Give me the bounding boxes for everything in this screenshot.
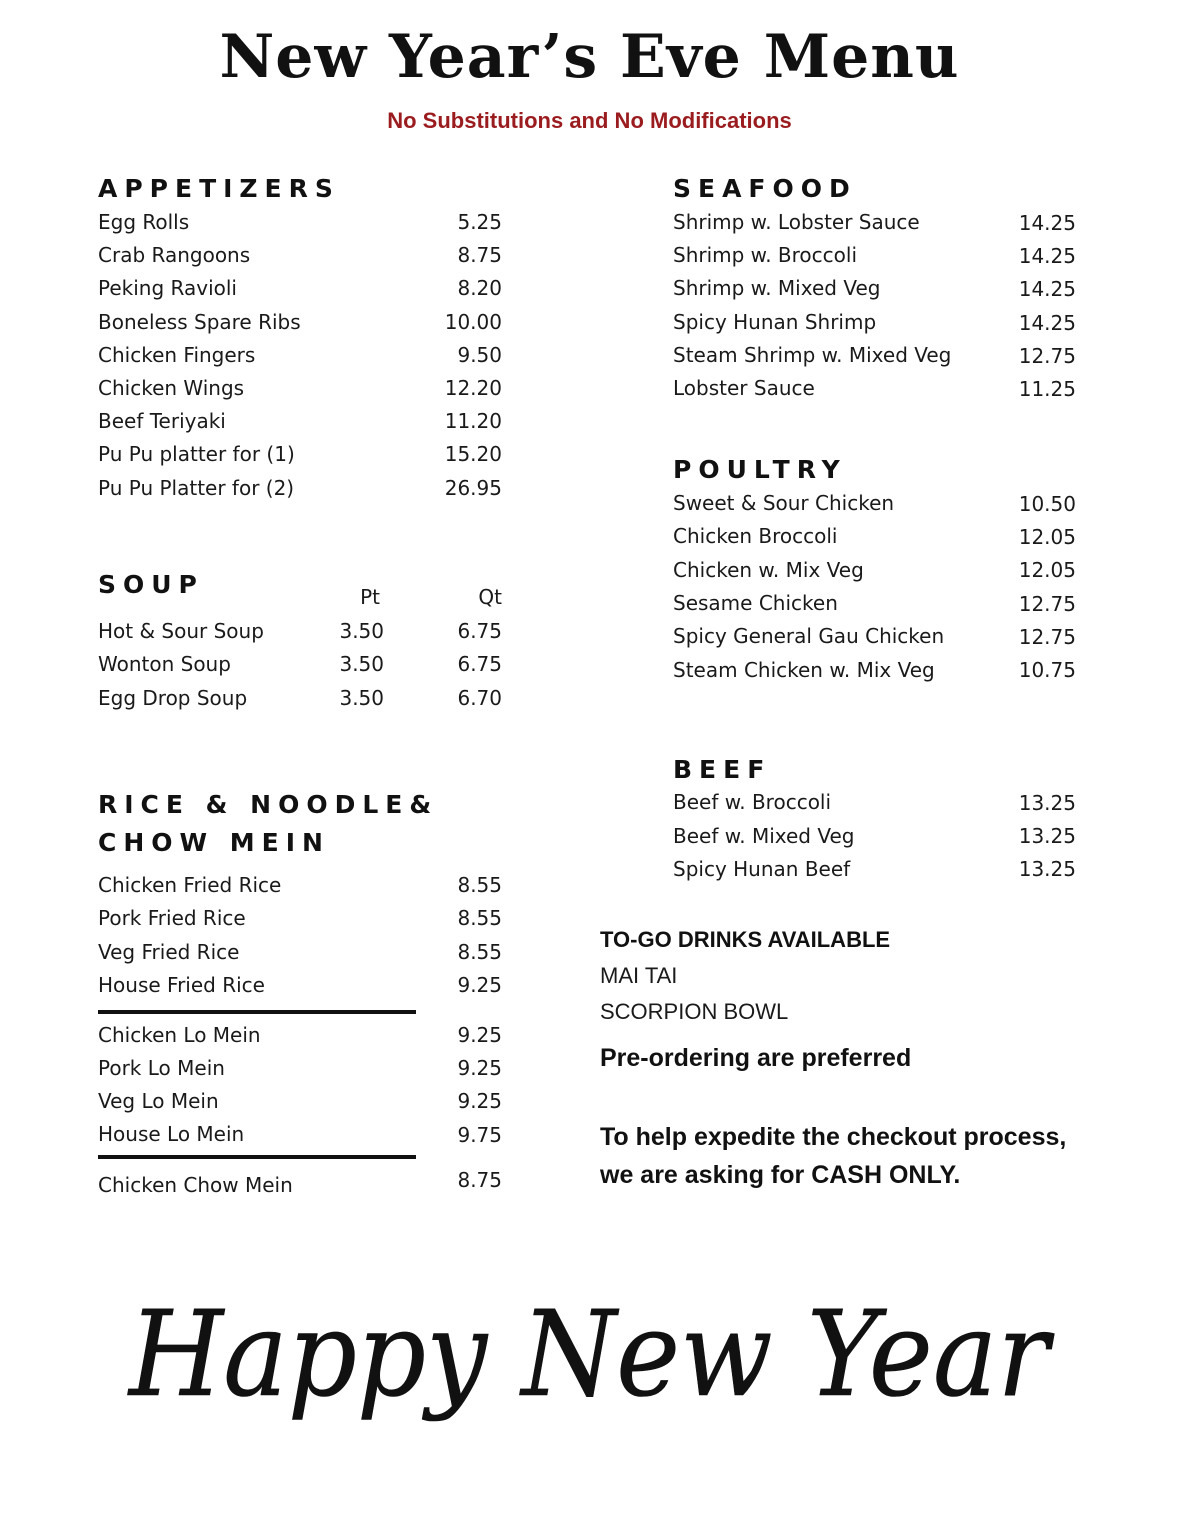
menu-item-name: Wonton Soup [98, 652, 231, 676]
menu-item-price: 9.25 [457, 1056, 502, 1080]
drinks-heading: TO-GO DRINKS AVAILABLE [600, 927, 891, 952]
menu-item-name: Spicy Hunan Shrimp [673, 310, 877, 334]
menu-item-price: 13.25 [1018, 857, 1076, 881]
menu-item-price: 9.75 [457, 1123, 502, 1147]
rice-noodle-heading: RICE & NOODLE& [98, 790, 439, 819]
menu-item-name: Chicken Wings [98, 376, 245, 400]
menu-item-price: 13.25 [1018, 824, 1076, 848]
menu-item-price: 8.20 [457, 276, 502, 300]
menu-item-price-quart: 6.75 [457, 619, 502, 643]
menu-item-name: Chicken w. Mix Veg [673, 558, 864, 582]
seafood-heading: SEAFOOD [673, 174, 857, 203]
menu-item-price: 15.20 [444, 442, 502, 466]
section-divider [98, 1010, 416, 1014]
menu-item-price: 8.55 [457, 873, 502, 897]
menu-item-price: 12.20 [444, 376, 502, 400]
menu-item-price: 12.05 [1018, 558, 1076, 582]
menu-item-price: 12.75 [1018, 592, 1076, 616]
menu-item-name: Chicken Broccoli [673, 524, 838, 548]
menu-item-name: Sesame Chicken [673, 591, 838, 615]
menu-item-price: 14.25 [1018, 211, 1076, 235]
soup-heading: SOUP [98, 570, 204, 599]
menu-item-price-pint: 3.50 [339, 652, 384, 676]
menu-item-name: Egg Rolls [98, 210, 190, 234]
menu-item-name: Chicken Fried Rice [98, 873, 282, 897]
menu-item-price: 10.75 [1018, 658, 1076, 682]
menu-item-price: 8.75 [457, 1168, 502, 1192]
chow-mein-heading: CHOW MEIN [98, 828, 330, 857]
menu-item-price: 8.55 [457, 906, 502, 930]
soup-quart-header: Qt [478, 585, 502, 609]
menu-item-name: Pork Fried Rice [98, 906, 246, 930]
menu-item-price: 12.75 [1018, 344, 1076, 368]
menu-item-price: 14.25 [1018, 244, 1076, 268]
menu-item-price-quart: 6.75 [457, 652, 502, 676]
menu-item-price: 9.25 [457, 1089, 502, 1113]
menu-item-price: 11.25 [1018, 377, 1076, 401]
menu-subtitle: No Substitutions and No Modifications [387, 108, 792, 133]
menu-item-price-pint: 3.50 [339, 619, 384, 643]
menu-item-price: 12.75 [1018, 625, 1076, 649]
menu-item-name: Chicken Lo Mein [98, 1023, 261, 1047]
menu-item-name: Steam Shrimp w. Mixed Veg [673, 343, 952, 367]
beef-heading: BEEF [673, 755, 772, 784]
menu-item-name: Shrimp w. Mixed Veg [673, 276, 881, 300]
menu-item-price: 9.25 [457, 1023, 502, 1047]
menu-item-name: Crab Rangoons [98, 243, 251, 267]
menu-item-name: Pork Lo Mein [98, 1056, 225, 1080]
cash-note-line1: To help expedite the checkout process, [600, 1123, 1067, 1151]
menu-item-name: Chicken Fingers [98, 343, 256, 367]
menu-item-price: 8.75 [457, 243, 502, 267]
menu-item-price: 26.95 [444, 476, 502, 500]
menu-item-price: 11.20 [444, 409, 502, 433]
menu-item-name: Beef Teriyaki [98, 409, 226, 433]
menu-item-name: Veg Lo Mein [98, 1089, 219, 1113]
menu-item-price: 5.25 [457, 210, 502, 234]
menu-item-name: Beef w. Mixed Veg [673, 824, 855, 848]
menu-item-name: Peking Ravioli [98, 276, 237, 300]
menu-item-name: Egg Drop Soup [98, 686, 248, 710]
preorder-note: Pre-ordering are preferred [600, 1044, 912, 1072]
menu-item-name: House Lo Mein [98, 1122, 245, 1146]
cash-note-line2: we are asking for CASH ONLY. [600, 1161, 961, 1189]
soup-pint-header: Pt [360, 585, 380, 609]
menu-item-name: Beef w. Broccoli [673, 790, 832, 814]
menu-item-name: Hot & Sour Soup [98, 619, 264, 643]
poultry-heading: POULTRY [673, 455, 847, 484]
menu-item-price: 9.50 [457, 343, 502, 367]
menu-item-price: 9.25 [457, 973, 502, 997]
menu-item-name: Veg Fried Rice [98, 940, 240, 964]
menu-item-name: Spicy General Gau Chicken [673, 624, 945, 648]
menu-item-name: Pu Pu Platter for (2) [98, 476, 295, 500]
menu-item-price-pint: 3.50 [339, 686, 384, 710]
menu-title: New Year’s Eve Menu [219, 22, 960, 92]
menu-item-price: 8.55 [457, 940, 502, 964]
menu-item-name: House Fried Rice [98, 973, 265, 997]
drink-item: SCORPION BOWL [600, 999, 789, 1024]
menu-item-name: Pu Pu platter for (1) [98, 442, 295, 466]
menu-item-price: 12.05 [1018, 525, 1076, 549]
section-divider [98, 1155, 416, 1159]
menu-item-price: 14.25 [1018, 311, 1076, 335]
menu-item-price: 10.00 [444, 310, 502, 334]
menu-item-name: Boneless Spare Ribs [98, 310, 301, 334]
menu-item-name: Shrimp w. Broccoli [673, 243, 858, 267]
menu-item-name: Steam Chicken w. Mix Veg [673, 658, 935, 682]
greeting-text: Happy New Year [127, 1285, 1056, 1423]
menu-item-name: Chicken Chow Mein [98, 1173, 293, 1197]
happy-new-year-script [0, 1255, 1179, 1495]
drink-item: MAI TAI [600, 963, 678, 988]
appetizers-heading: APPETIZERS [98, 174, 340, 203]
menu-item-name: Spicy Hunan Beef [673, 857, 851, 881]
menu-item-price: 14.25 [1018, 277, 1076, 301]
menu-item-price: 10.50 [1018, 492, 1076, 516]
menu-item-name: Sweet & Sour Chicken [673, 491, 895, 515]
menu-item-price-quart: 6.70 [457, 686, 502, 710]
menu-item-name: Lobster Sauce [673, 376, 815, 400]
menu-item-price: 13.25 [1018, 791, 1076, 815]
menu-item-name: Shrimp w. Lobster Sauce [673, 210, 920, 234]
